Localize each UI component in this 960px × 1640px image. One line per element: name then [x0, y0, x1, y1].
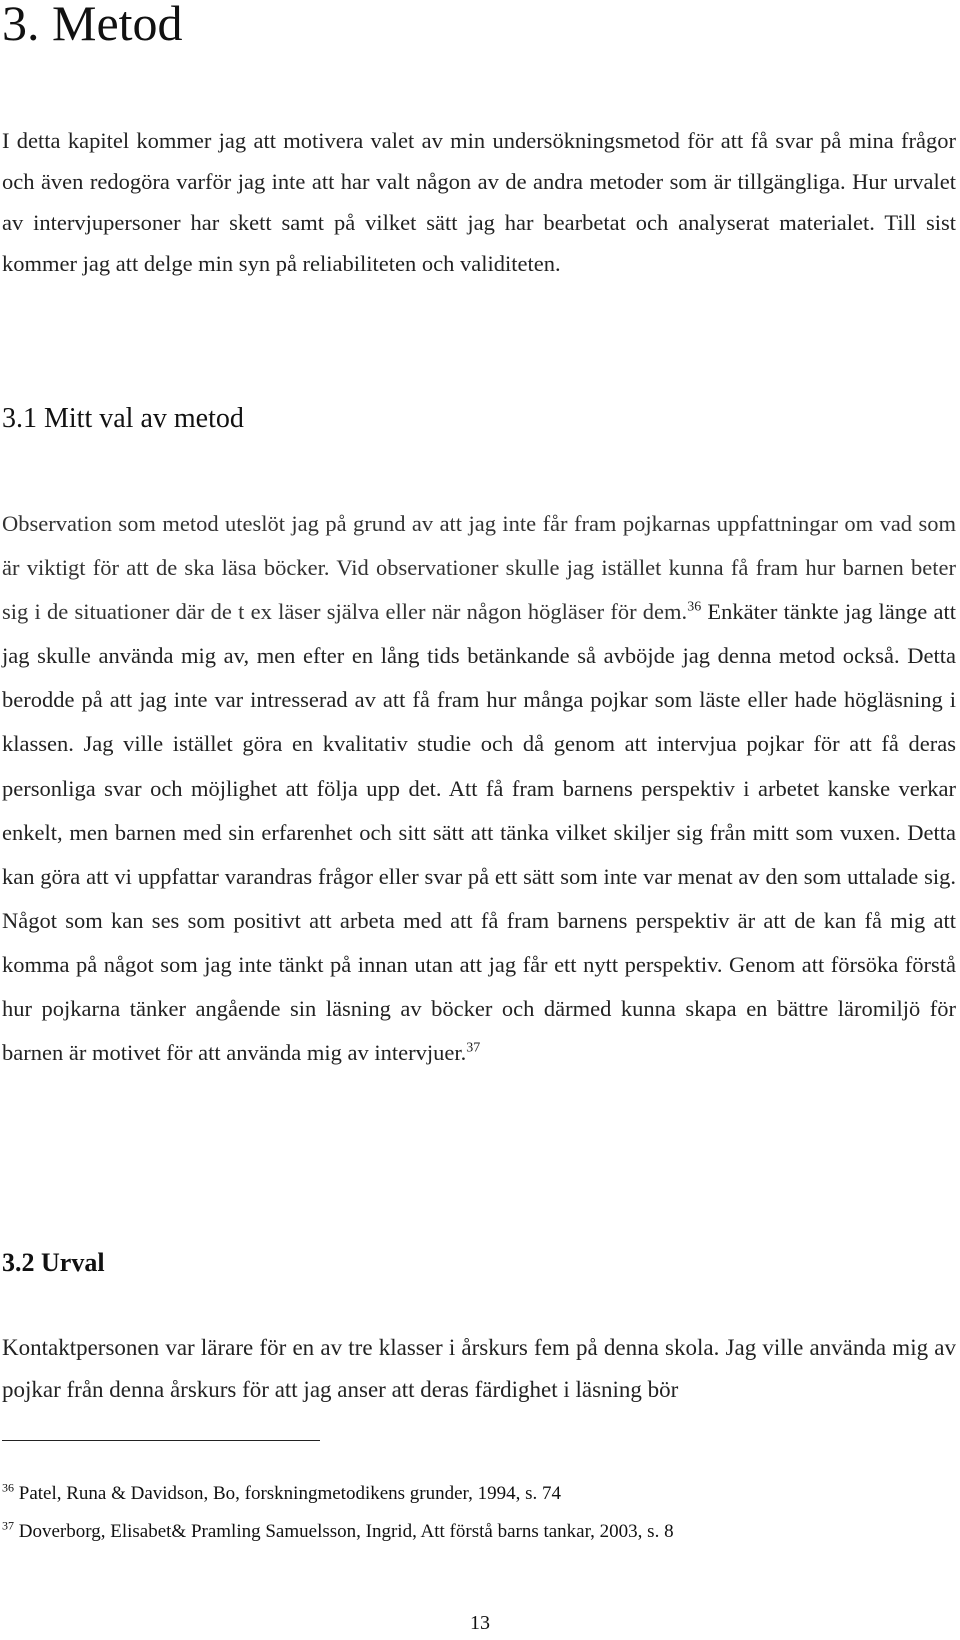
section-3-1-text-part1: Observation som metod uteslöt jag på grund av att jag inte får fram pojkarnas uppfattningar om vad som är viktigt för att de ska läsa böcker. Vid observationer skulle jag istället kunna få fram hur barnen beter sig i de situationer där de t ex läser själva eller när någon högläser för dem. [2, 511, 956, 625]
intro-paragraph: I detta kapitel kommer jag att motivera valet av min undersökningsmetod för att få svar på mina frågor och även redogöra varför jag inte att har valt någon av de andra metoder som är tillgängliga. Hur urvalet av intervjupersoner har skett samt på vilket sätt jag har bearbetat och analyserat materialet. Till sist kommer jag att delge min syn på reliabiliteten och validiteten. [2, 128, 956, 276]
section-3-2-paragraph: Kontaktpersonen var lärare för en av tre klasser i årskurs fem på denna skola. Jag ville använda mig av pojkar från denna årskurs för att jag anser att deras färdighet i läsning bör [2, 1335, 956, 1402]
footnote-text: Patel, Runa & Davidson, Bo, forskningmetodikens grunder, 1994, s. 74 [18, 1483, 562, 1504]
footnote-number: 36 [2, 1480, 14, 1495]
section-heading-3-2: 3.2 Urval [2, 1248, 105, 1277]
footnote-36 [2, 1482, 561, 1506]
footnote-ref-37[interactable]: 37 [466, 1040, 481, 1056]
chapter-title: 3. Metod [2, 0, 183, 51]
footnote-divider [2, 1440, 320, 1441]
page-number: 13 [470, 1612, 490, 1634]
footnote-text: Doverborg, Elisabet& Pramling Samuelsson, Ingrid, Att förstå barns tankar, 2003, s. 8 [18, 1521, 674, 1542]
footnote-number: 37 [2, 1518, 14, 1533]
section-3-1-paragraph [2, 502, 956, 1075]
section-3-1-text-part2: Enkäter tänkte jag länge att jag skulle använda mig av, men efter en lång tids betänkande så avböjde jag denna metod också. Detta berodde på att jag inte var intresserad av att få fram hur många pojkar som läste eller hade högläsning i klassen. Jag ville istället göra en kvalitativ studie och då genom att intervjua pojkar för att få deras personliga svar och möjlighet att följa upp det. Att få fram barnens perspektiv i arbetet kanske verkar enkelt, men barnen med sin erfarenhet och sitt sätt att tänka vilket skiljer sig från mitt som vuxen. Detta kan göra att vi uppfattar varandras frågor eller svar på ett sätt som inte var menat av den som uttalade sig. Något som kan ses som positivt att arbeta med att få fram barnens perspektiv är att de kan få mig att komma på något som jag inte tänkt på innan utan att jag får ett nytt perspektiv. Genom att försöka förstå hur pojkarna tänker angående sin läsning av böcker och därmed kunna skapa en bättre läromiljö för barnen är motivet för att använda mig av intervjuer. [2, 599, 957, 1066]
section-heading-3-1: 3.1 Mitt val av metod [2, 403, 244, 434]
footnote-37 [2, 1520, 674, 1544]
footnote-ref-36[interactable]: 36 [687, 599, 702, 615]
